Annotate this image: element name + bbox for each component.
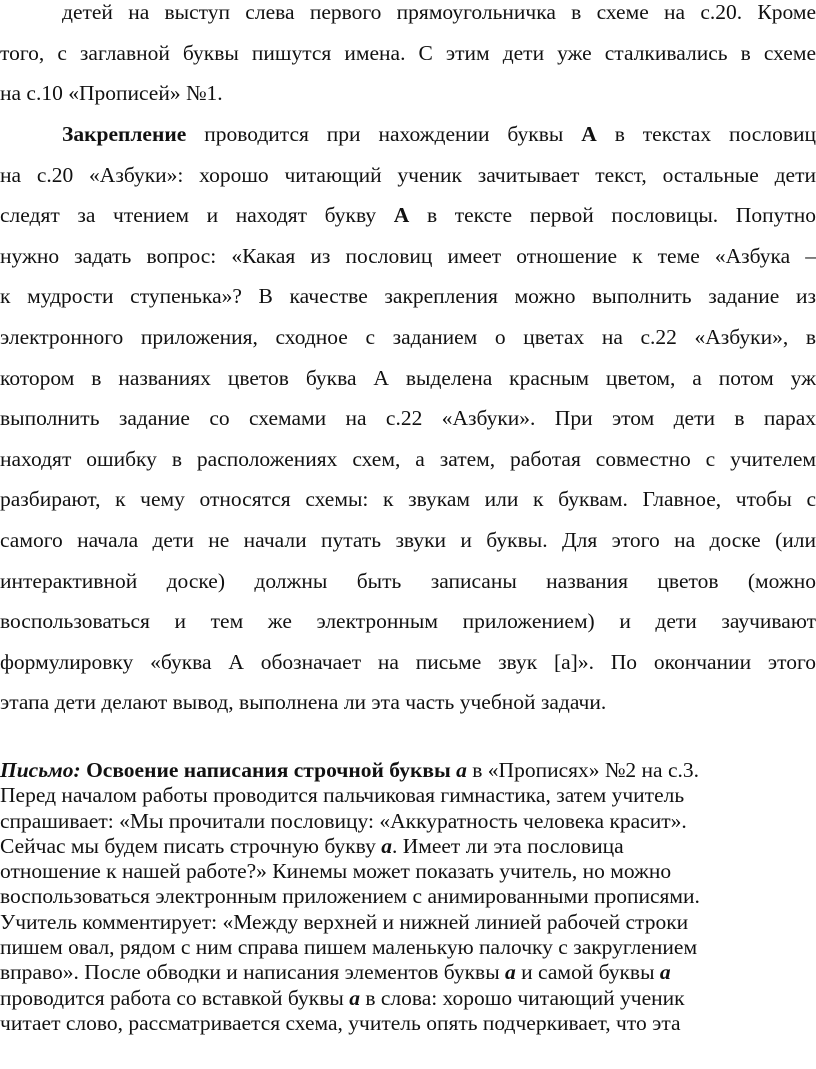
section-label: Письмо: <box>0 758 81 782</box>
text-line: спрашивает: «Мы прочитали пословицу: «Аккуратность человека красит». <box>0 808 687 833</box>
paragraph-2 <box>0 114 816 723</box>
bold-term: Закрепление <box>62 122 187 146</box>
text-line <box>0 758 816 783</box>
bold-letter: А <box>581 122 597 146</box>
text-line <box>0 834 816 859</box>
text-run: проводится работа со вставкой буквы <box>0 985 350 1010</box>
text-run: проводится при нахождении буквы <box>186 122 582 146</box>
text-line: этапа дети делают вывод, выполнена ли эта часть учебной задачи. <box>0 690 607 715</box>
bold-letter: а <box>381 833 392 858</box>
text-line: формулировку «буква А обозначает на письме звук [а]». По окончании этого <box>0 649 816 674</box>
bold-letter: а <box>659 960 671 985</box>
text-line: Учитель комментирует: «Между верхней и нижней линией рабочей строки <box>0 909 689 934</box>
text-run: вправо». После обводки и написания элементов буквы <box>0 960 506 985</box>
text-line: самого начала дети не начали путать звуки и буквы. Для этого на доске (или <box>0 527 816 552</box>
text-line: воспользоваться электронным приложением с анимированными прописями. <box>0 884 700 909</box>
text-run: в «Прописях» №2 на с.3. <box>466 758 700 782</box>
text-line: на с.20 «Азбуки»: хорошо читающий ученик зачитывает текст, остальные дети <box>0 162 816 187</box>
bold-letter: а <box>456 758 467 782</box>
text-line <box>0 986 816 1011</box>
bold-letter: а <box>505 960 516 985</box>
text-line: электронного приложения, сходное с заданием о цветах на с.22 «Азбуки», в <box>0 324 816 349</box>
text-line: нужно задать вопрос: «Какая из пословиц имеет отношение к теме «Азбука – <box>0 243 816 268</box>
text-run: Сейчас мы будем писать строчную букву <box>0 833 382 858</box>
text-line: выполнить задание со схемами на с.22 «Азбуки». При этом дети в парах <box>0 406 816 431</box>
bold-letter: А <box>393 203 410 228</box>
text-line: воспользоваться и тем же электронным приложением) и дети заучивают <box>0 609 816 634</box>
text-line <box>0 114 816 155</box>
text-run: и самой буквы <box>515 960 660 985</box>
paragraph-1 <box>0 0 816 114</box>
text-line <box>0 960 816 985</box>
text-run: в текстах пословиц <box>596 122 816 146</box>
bold-letter: а <box>349 985 360 1010</box>
text-line: котором в названиях цветов буква А выделена красным цветом, а потом уж <box>0 365 816 390</box>
text-run: в тексте первой пословицы. Попутно <box>409 203 816 228</box>
text-line: к мудрости ступенька»? В качестве закрепления можно выполнить задание из <box>0 284 816 309</box>
text-line: читает слово, рассматривается схема, учитель опять подчеркивает, что эта <box>0 1010 681 1035</box>
text-line: на с.10 «Прописей» №1. <box>0 81 223 106</box>
text-line: разбирают, к чему относятся схемы: к звукам или к буквам. Главное, чтобы с <box>0 487 816 512</box>
text-line: детей на выступ слева первого прямоугольничка в схеме на с.20. Кроме <box>62 0 816 24</box>
paragraph-3 <box>0 758 816 1036</box>
text-line <box>0 195 816 236</box>
text-run: в слова: хорошо читающий ученик <box>359 985 685 1010</box>
text-line: того, с заглавной буквы пишутся имена. С этим дети уже сталкивались в схеме <box>0 40 816 65</box>
section-heading: Освоение написания строчной буквы <box>80 758 457 782</box>
text-line: отношение к нашей работе?» Кинемы может показать учитель, но можно <box>0 859 672 884</box>
text-run: следят за чтением и находят букву <box>0 203 394 228</box>
text-run: . Имеет ли эта пословица <box>391 833 624 858</box>
text-line: Перед началом работы проводится пальчиковая гимнастика, затем учитель <box>0 783 685 808</box>
text-line: интерактивной доске) должны быть записаны названия цветов (можно <box>0 568 816 593</box>
text-line: находят ошибку в расположениях схем, а затем, работая совместно с учителем <box>0 446 816 471</box>
text-line: пишем овал, рядом с ним справа пишем маленькую палочку с закруглением <box>0 935 698 960</box>
